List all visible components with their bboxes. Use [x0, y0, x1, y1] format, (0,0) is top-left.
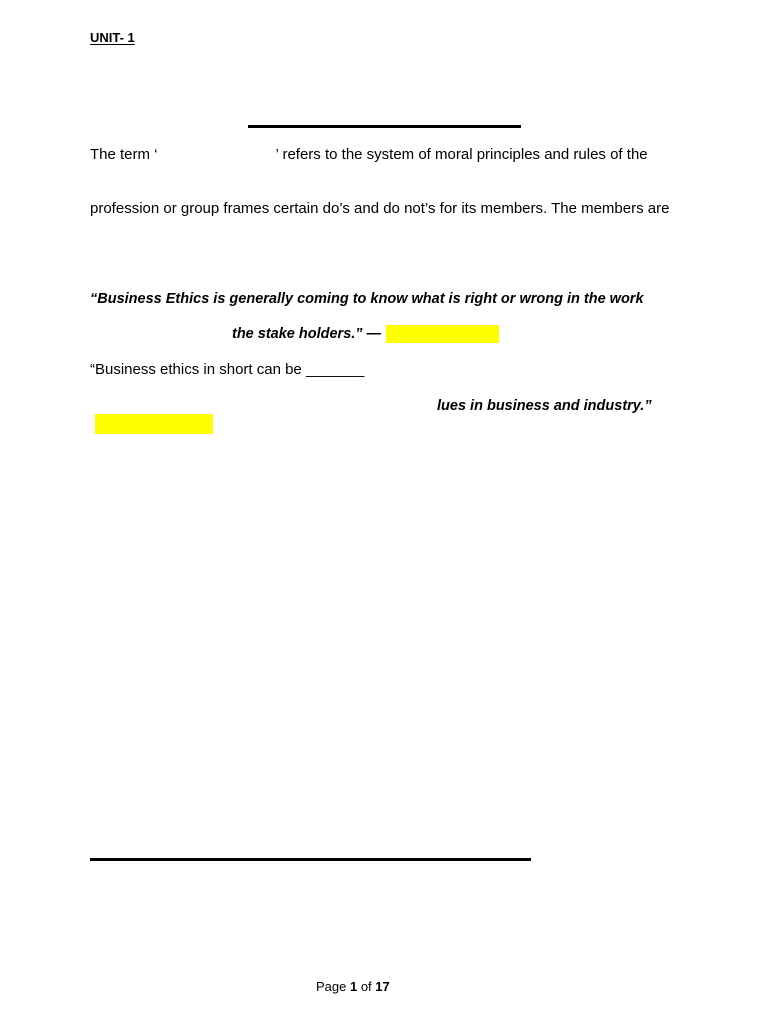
- page-separator: of: [357, 979, 376, 994]
- highlight-block: [386, 325, 499, 343]
- quote-1-line-2: the stake holders.” —: [232, 326, 382, 342]
- highlight-block: [95, 414, 213, 434]
- paragraph-1-end: ’ refers to the system of moral principles and rules of the: [275, 146, 648, 163]
- paragraph-1: [90, 146, 648, 164]
- title-rule: [248, 125, 521, 128]
- total-pages-number: 17: [375, 979, 390, 994]
- quote-1-line-1: “Business Ethics is generally coming to know what is right or wrong in the work: [90, 291, 644, 307]
- page-footer: [316, 979, 390, 994]
- paragraph-1-start: The term ‘: [90, 146, 158, 163]
- quote-2-fragment: lues in business and industry.”: [437, 398, 652, 414]
- bottom-rule: [90, 858, 531, 861]
- page-prefix: Page: [316, 979, 350, 994]
- current-page-number: 1: [349, 979, 358, 994]
- unit-heading: UNIT- 1: [90, 30, 135, 45]
- paragraph-3: “Business ethics in short can be _______: [90, 361, 365, 378]
- paragraph-2: profession or group frames certain do’s and do not’s for its members. The members are: [90, 200, 670, 217]
